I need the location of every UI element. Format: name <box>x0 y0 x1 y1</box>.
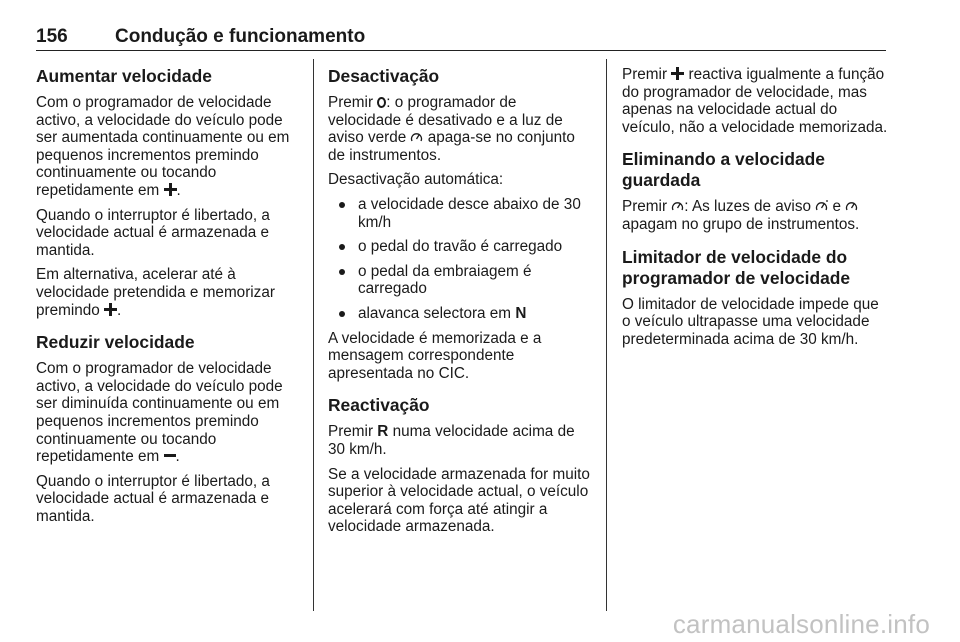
heading-limitador-velocidade: Limitador de velocidade do programador de velocidade <box>622 246 851 288</box>
heading-reduzir-velocidade: Reduzir velocidade <box>36 332 195 353</box>
bullet-icon <box>339 311 345 317</box>
plus-icon <box>671 67 684 80</box>
watermark: carmanualsonline.info <box>672 609 930 639</box>
paragraph-text: : o programador de velocidade é desativado e a luz de aviso verde <box>328 94 563 147</box>
paragraph-text: Premir <box>622 198 668 216</box>
paragraph-text: apagam no grupo de instrumentos. <box>622 215 860 233</box>
paragraph-text: Premir <box>622 66 668 83</box>
paragraph <box>328 423 593 458</box>
column-2 <box>328 66 593 543</box>
cruise-control-set-icon <box>815 200 828 212</box>
cruise-control-icon <box>410 131 423 143</box>
list-item <box>328 196 593 231</box>
paragraph: A velocidade é memorizada e a mensagem correspondente apresentada no CIC. <box>328 329 542 382</box>
paragraph-text: Premir <box>328 423 374 441</box>
list-item <box>328 238 593 256</box>
bullet-icon <box>339 269 345 275</box>
page-number: 156 <box>36 26 68 47</box>
paragraph-text: Com o programador de velocidade activo, a velocidade do veículo pode ser diminuída continuamente ou em pequenos incrementos premindo continuamente ou tocando repetidamente em <box>36 360 283 466</box>
paragraph-text: Com o programador de velocidade activo, a velocidade do veículo pode ser aumentada continuamente ou em pequenos incrementos premindo continuamente ou tocando repetidamente em <box>36 94 290 199</box>
list-item-text: a velocidade desce abaixo de 30 km/h <box>358 195 581 231</box>
page-header <box>36 26 886 51</box>
bullet-list <box>328 196 593 323</box>
paragraph-text: numa velocidade acima de 30 km/h. <box>328 423 575 458</box>
paragraph: Com o programador de velocidade activo, a velocidade do veículo pode ser diminuída continuamente ou em pequenos incrementos premindo continuamente ou tocando repetidamente em . <box>36 360 283 466</box>
list-item <box>328 263 593 298</box>
paragraph: Se a velocidade armazenada for muito superior à velocidade actual, o veículo acelerará com força até atingir a velocidade armazenada. <box>328 465 590 536</box>
list-item-text: o pedal da embraiagem é carregado <box>358 262 532 298</box>
paragraph-text: Em alternativa, acelerar até à velocidade pretendida e memorizar premindo <box>36 266 275 319</box>
cruise-control-icon <box>845 200 858 212</box>
list-item-text: o pedal do travão é carregado <box>358 238 563 256</box>
bullet-icon <box>339 244 345 250</box>
column-3 <box>622 66 890 355</box>
paragraph: Desactivação automática: <box>328 171 504 189</box>
paragraph <box>622 198 890 233</box>
column-divider <box>606 59 607 611</box>
minus-icon <box>164 454 176 457</box>
list-item-text: alavanca selectora em <box>358 304 512 322</box>
paragraph-text: : As luzes de aviso <box>684 198 811 216</box>
paragraph: Quando o interruptor é libertado, a velocidade actual é armazenada e mantida. <box>36 472 270 525</box>
resume-key: R <box>377 423 389 441</box>
plus-icon <box>104 303 117 316</box>
paragraph: Em alternativa, acelerar até à velocidade pretendida e memorizar premindo . <box>36 266 275 319</box>
paragraph: Quando o interruptor é libertado, a velocidade actual é armazenada e mantida. <box>36 206 270 259</box>
paragraph-text: apaga-se no conjunto de instrumentos. <box>328 129 575 164</box>
selector-key: N <box>515 304 527 322</box>
paragraph: Com o programador de velocidade activo, a velocidade do veículo pode ser aumentada continuamente ou em pequenos incrementos premindo continuamente ou tocando repetidamente em . <box>36 94 290 199</box>
heading-reactivacao: Reactivação <box>328 395 430 416</box>
plus-icon <box>164 183 177 196</box>
heading-aumentar-velocidade: Aumentar velocidade <box>36 66 212 86</box>
cruise-control-icon <box>671 200 684 212</box>
cancel-ring-icon <box>377 97 386 108</box>
heading-eliminando-velocidade: Eliminando a velocidade guardada <box>622 149 825 191</box>
paragraph-text: e <box>832 198 842 216</box>
list-item <box>328 305 593 323</box>
bullet-icon <box>339 202 345 208</box>
column-divider <box>313 59 314 611</box>
paragraph-text: reactiva igualmente a função do programador de velocidade, mas apenas na velocidade actual do veículo, não a velocidade memorizada. <box>622 66 888 136</box>
paragraph <box>328 94 593 164</box>
column-1 <box>36 66 301 532</box>
paragraph: O limitador de velocidade impede que o veículo ultrapasse uma velocidade predeterminada acima de 30 km/h. <box>622 295 879 348</box>
page-title: Condução e funcionamento <box>115 26 366 47</box>
paragraph-text: Premir <box>328 94 374 111</box>
heading-desactivacao: Desactivação <box>328 66 440 86</box>
paragraph <box>622 66 890 136</box>
